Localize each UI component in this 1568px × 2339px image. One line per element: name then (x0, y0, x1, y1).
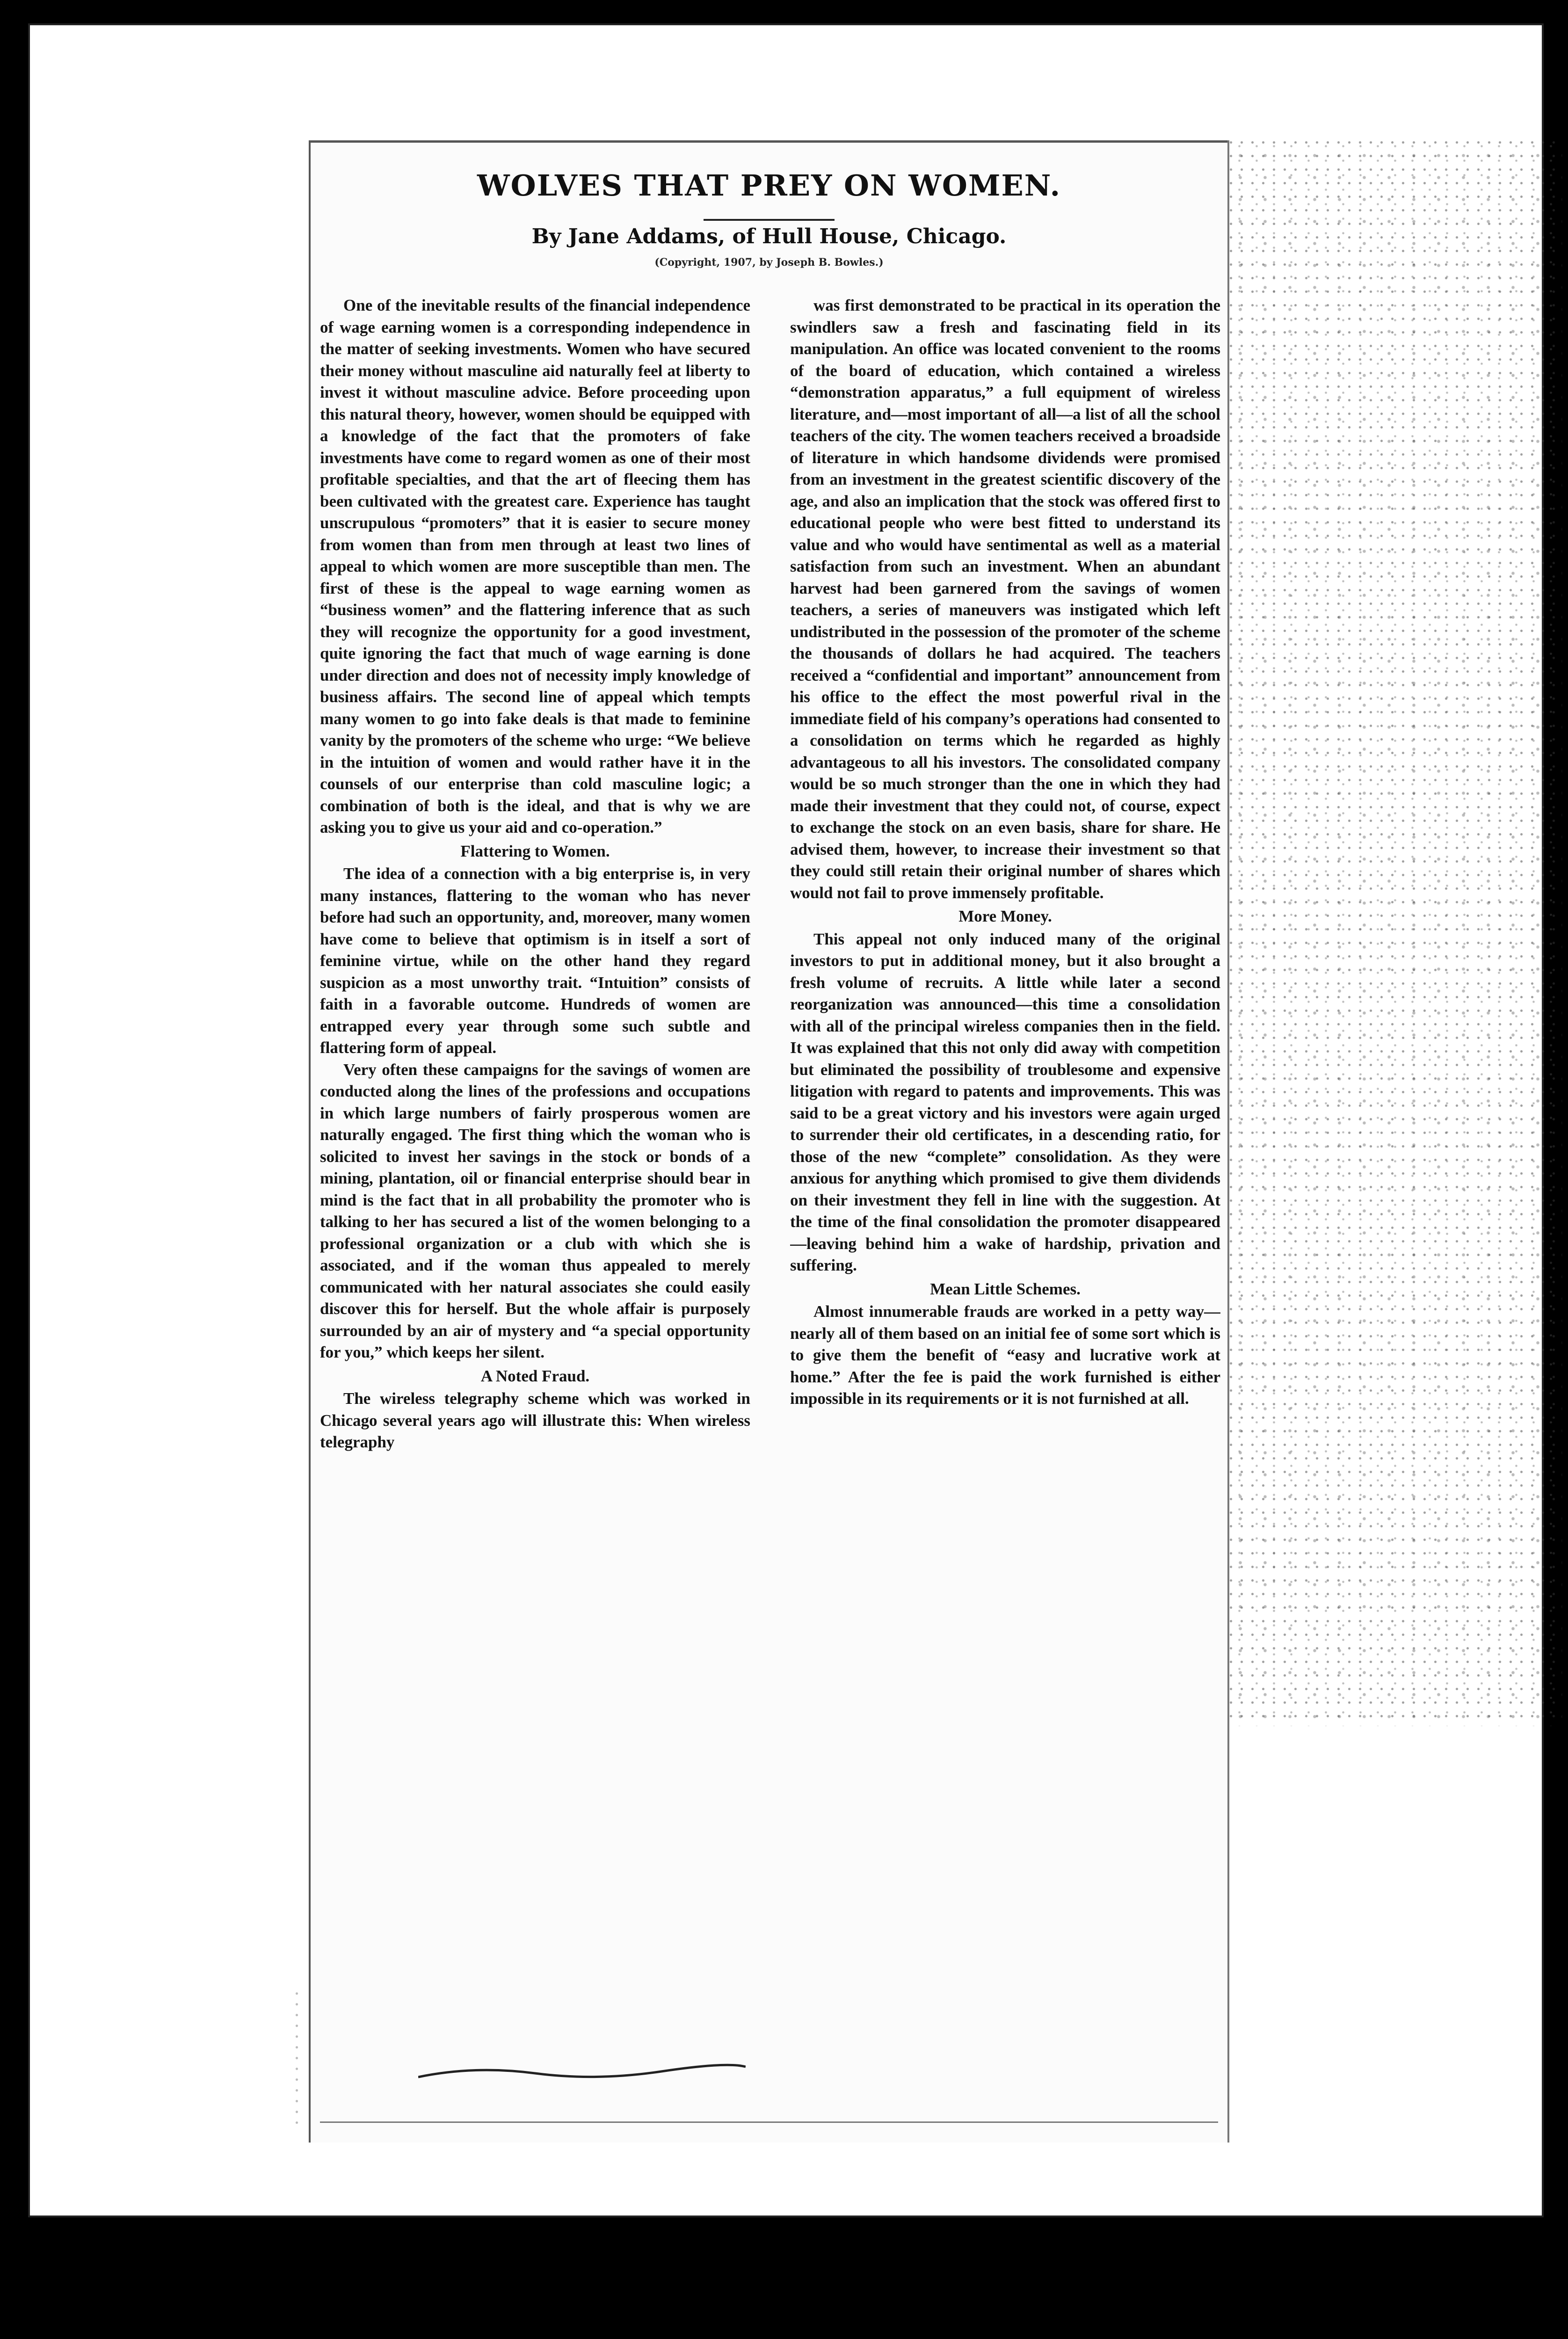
clipping-top-rule (311, 140, 1227, 143)
right-column (790, 295, 1220, 2054)
paragraph: One of the inevitable results of the financial independence of wage earning women is a corresponding independence in the matter of seeking investments. Women who have secured their money without masculine aid naturally feel at liberty to invest it without masculine advice. Before proceeding upon this natural theory, however, women should be equipped with a knowledge of the fact that the promoters of fake investments have come to regard women as one of their most profitable specialties, and that the art of fleecing them has been cultivated with the greatest care. Experience has taught unscrupulous “promoters” that it is easier to secure money from women than from men through at least two lines of appeal to which women are more susceptible than men. The first of these is the appeal to wage earning women as “business women” and the flattering inference that as such they will recognize the opportunity for a good investment, quite ignoring the fact that much of wage earning is done under direction and does not of necessity imply knowledge of business affairs. The second line of appeal which tempts many women to go into fake deals is that made to feminine vanity by the promoters of the scheme who urge: “We believe in the intuition of women and would rather have it in the counsels of our enterprise than cold masculine logic; a combination of both is the ideal, and that is why we are asking you to give us your aid and co-operation.” (320, 296, 750, 836)
film-noise-right (1226, 136, 1562, 1726)
frame-left-edge (28, 23, 30, 2217)
copyright-line: (Copyright, 1907, by Joseph B. Bowles.) (654, 256, 884, 269)
headline: WOLVES THAT PREY ON WOMEN. (477, 168, 1061, 203)
subheading: More Money. (958, 907, 1052, 925)
ink-squiggle-mark (418, 2063, 746, 2082)
paragraph: The idea of a connection with a big enterprise is, in very many instances, flattering to the woman who has never before had such an opportunity, and, moreover, many women have come to believe that optimism is in itself a sort of feminine virtue, while on the other hand they regard suspicion as a most unworthy trait. “Intuition” consists of faith in a favorable outcome. Hundreds of women are entrapped every year through some such subtle and flattering form of appeal. (320, 864, 750, 1057)
frame-bottom-edge (28, 2216, 1544, 2217)
paragraph: Very often these campaigns for the savings of women are conducted along the lines of the professions and occupations in which large numbers of fairly prosperous women are naturally engaged. The first thing which the woman who is solicited to invest her savings in the stock or bonds of a mining, plantation, oil or financial enterprise should bear in mind is the fact that in all probability the promoter who is talking to her has secured a list of the women belonging to a professional organization or a club with which she is associated, and if the woman thus appealed to merely communicated with her natural associates she could easily discover this for herself. But the whole affair is purposely surrounded by an air of mystery and “a special opportunity for you,” which keeps her silent. (320, 1060, 750, 1361)
clipping-bottom-rule (320, 2121, 1218, 2123)
paragraph: Almost innumerable frauds are worked in a petty way—nearly all of them based on an initial fee of some sort which is to give them the benefit of “easy and lucrative work at home.” After the fee is paid the work furnished is either impossible in its requirements or it is not furnished at all. (790, 1302, 1220, 1408)
subheading: A Noted Fraud. (480, 1366, 590, 1385)
left-column (320, 295, 750, 2054)
byline: By Jane Addams, of Hull House, Chicago. (531, 225, 1007, 248)
subheading: Flattering to Women. (460, 842, 610, 860)
newspaper-clipping (309, 140, 1229, 2143)
subheading: Mean Little Schemes. (930, 1279, 1081, 1298)
paragraph: was first demonstrated to be practical in its operation the swindlers saw a fresh and fascinating field in its manipulation. An office was located convenient to the rooms of the board of education, which contained a wireless “demonstration apparatus,” a full equipment of wireless literature, and—most important of all—a list of all the school teachers of the city. The women teachers received a broadside of literature in which handsome dividends were promised from an investment in the greatest scientific discovery of the age, and also an implication that the stock was offered first to educational people who were best fitted to understand its value and who would have sentimental as well as a material satisfaction from such an investment. When an abundant harvest had been garnered from the savings of women teachers, a series of maneuvers was instigated which left undistributed in the possession of the promoter of the scheme the thousands of dollars he had acquired. The teachers received a “confidential and important” announcement from his office to the effect the most powerful rival in the immediate field of his company’s operations had consented to a consolidation on terms which he regarded as highly advantageous to all his investors. The consolidated company would be so much stronger than the one in which they had made their investment that they could not, of course, expect to exchange the stock on an even basis, share for share. He advised them, however, to increase their investment so that they could still retain their original number of shares which would not fail to prove immensely profitable. (790, 296, 1220, 902)
paragraph: The wireless telegraphy scheme which was worked in Chicago several years ago will illustrate this: When wireless telegraphy (320, 1389, 750, 1451)
frame-top-edge (28, 23, 1544, 25)
paragraph: This appeal not only induced many of the original investors to put in additional money, but it also brought a fresh volume of recruits. A little while later a second reorganization was announced—this time a consolidation with all of the principal wireless companies then in the field. It was explained that this not only did away with competition but eliminated the possibility of troublesome and expensive litigation with regard to patents and improvements. This was said to be a great victory and his investors were again urged to surrender their old certificates, in a descending ratio, for those of the new “complete” consolidation. As they were anxious for anything which promised to give them dividends on their investment they fell in line with the suggestion. At the time of the final consolidation the promoter disappeared—leaving behind him a wake of hardship, privation and suffering. (790, 930, 1220, 1274)
headline-rule (704, 219, 835, 221)
